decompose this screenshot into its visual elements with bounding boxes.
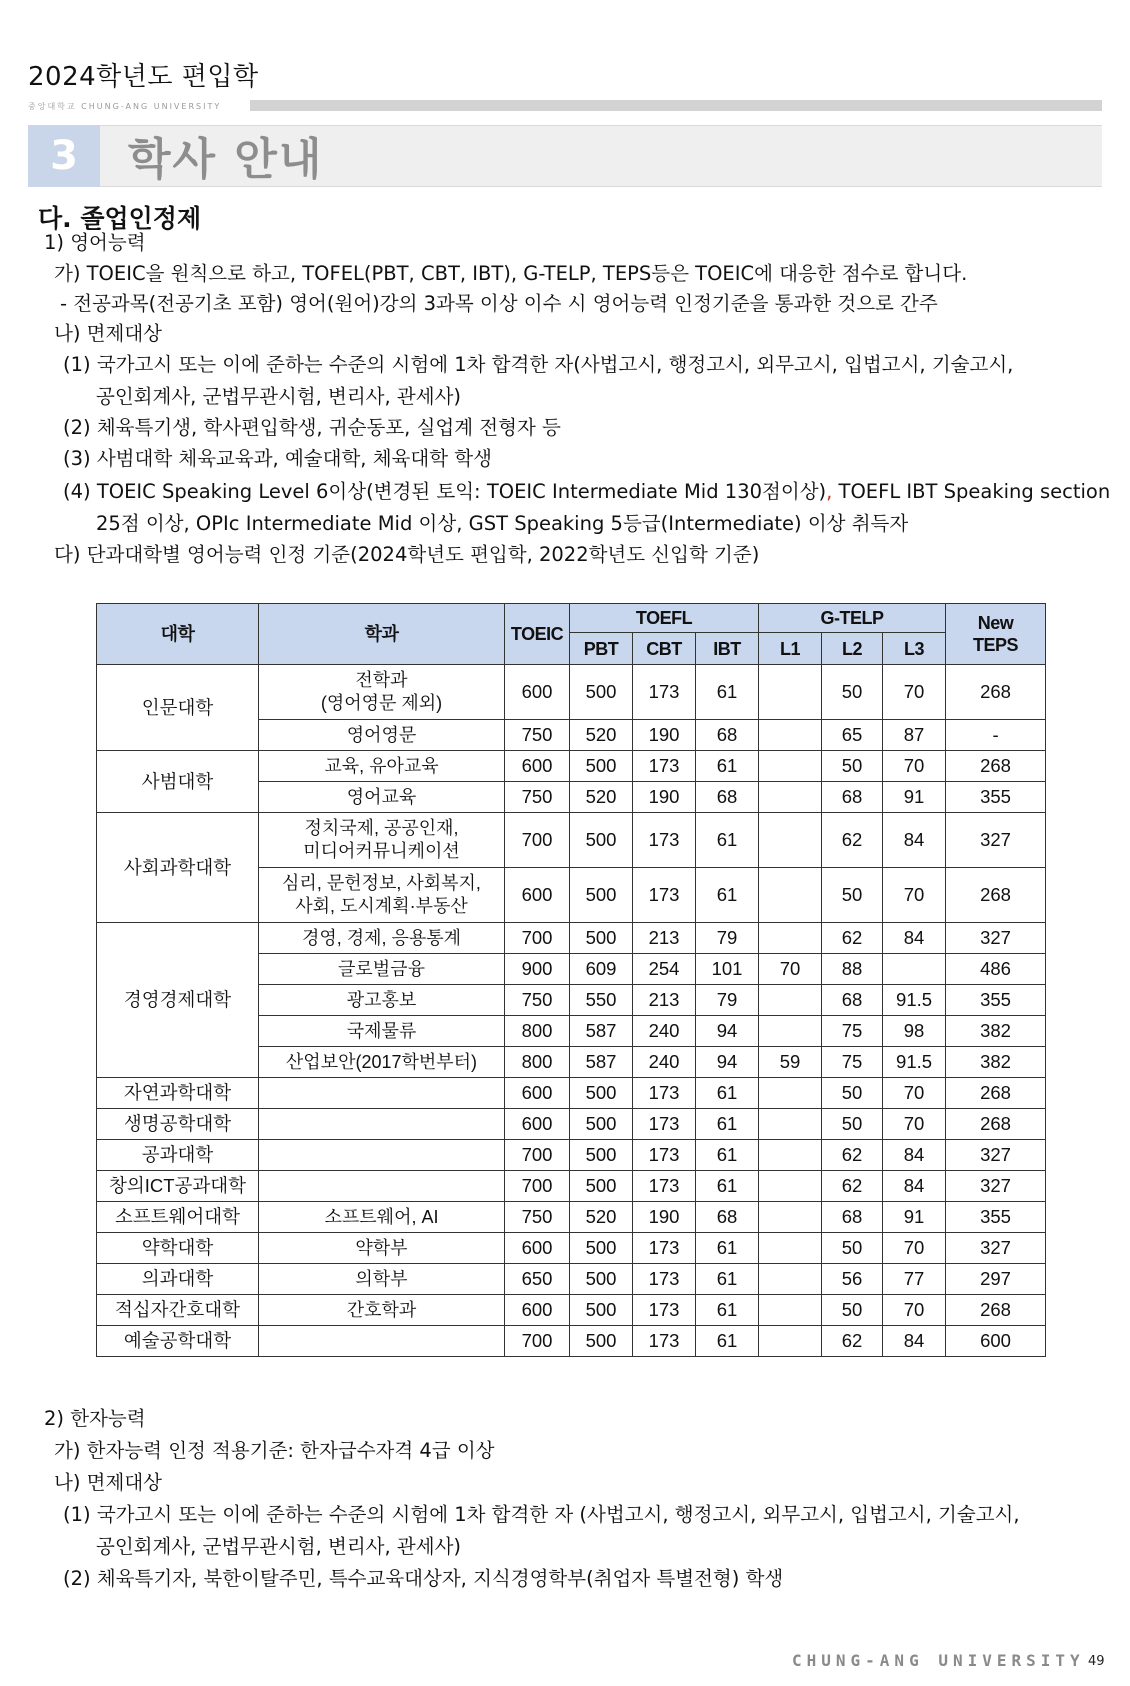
header-college: 대학 — [97, 604, 259, 665]
toeic-cell: 750 — [505, 1202, 570, 1233]
l1-cell — [759, 1109, 822, 1140]
cbt-cell: 213 — [633, 985, 696, 1016]
college-cell: 창의ICT공과대학 — [97, 1171, 259, 1202]
teps-cell: 486 — [946, 954, 1046, 985]
cbt-cell: 173 — [633, 813, 696, 868]
dept-cell — [259, 813, 505, 868]
l1-cell — [759, 1326, 822, 1357]
subsection-heading: 다. 졸업인정제 — [38, 204, 202, 233]
toeic-cell: 600 — [505, 751, 570, 782]
l1-cell — [759, 813, 822, 868]
l2-cell: 75 — [822, 1016, 883, 1047]
ibt-cell: 68 — [696, 1202, 759, 1233]
header-new-teps-line2: TEPS — [973, 635, 1019, 655]
table-row — [97, 1264, 1046, 1295]
l2-cell: 50 — [822, 1233, 883, 1264]
l2-cell: 50 — [822, 1109, 883, 1140]
l3-cell: 70 — [883, 868, 946, 923]
dept-cell — [259, 782, 505, 813]
english-na4-line2: 25점 이상, OPIc Intermediate Mid 이상, GST Speaking 5등급(Intermediate) 이상 취득자 — [96, 512, 909, 535]
pbt-cell: 500 — [570, 751, 633, 782]
cbt-cell: 173 — [633, 1326, 696, 1357]
dept-cell — [259, 1264, 505, 1295]
header-toefl: TOEFL — [570, 604, 759, 633]
l1-cell — [759, 1078, 822, 1109]
dept-line: 전학과 — [355, 670, 408, 690]
toeic-cell: 750 — [505, 782, 570, 813]
header-gtelp: G-TELP — [759, 604, 946, 633]
ibt-cell: 61 — [696, 751, 759, 782]
l1-cell — [759, 1295, 822, 1326]
l2-cell: 50 — [822, 1078, 883, 1109]
pbt-cell: 500 — [570, 1295, 633, 1326]
dept-cell — [259, 751, 505, 782]
college-cell: 사회과학대학 — [97, 813, 259, 923]
table-row — [97, 665, 1046, 720]
toeic-cell: 600 — [505, 1078, 570, 1109]
l1-cell — [759, 1202, 822, 1233]
section-title: 학사 안내 — [128, 134, 324, 185]
cbt-cell: 173 — [633, 1233, 696, 1264]
l2-cell: 62 — [822, 1140, 883, 1171]
college-cell: 경영경제대학 — [97, 923, 259, 1078]
l1-cell — [759, 665, 822, 720]
dept-cell — [259, 923, 505, 954]
dept-line-2: (영어영문 제외) — [320, 693, 443, 713]
l3-cell: 70 — [883, 665, 946, 720]
l2-cell: 62 — [822, 813, 883, 868]
l3-cell: 84 — [883, 1140, 946, 1171]
ibt-cell: 79 — [696, 985, 759, 1016]
l1-cell — [759, 985, 822, 1016]
l1-cell — [759, 782, 822, 813]
english-na2: (2) 체육특기생, 학사편입학생, 귀순동포, 실업계 전형자 등 — [63, 416, 561, 439]
pbt-cell: 587 — [570, 1016, 633, 1047]
toeic-cell: 700 — [505, 1171, 570, 1202]
dept-line: 약학부 — [355, 1237, 408, 1258]
dept-line: 국제물류 — [346, 1020, 417, 1041]
toeic-cell: 600 — [505, 665, 570, 720]
l1-cell — [759, 1140, 822, 1171]
college-cell: 사범대학 — [97, 751, 259, 813]
l3-cell: 91.5 — [883, 985, 946, 1016]
english-na3: (3) 사범대학 체육교육과, 예술대학, 체육대학 학생 — [63, 447, 492, 470]
ibt-cell: 61 — [696, 1326, 759, 1357]
hanja-na1-line1: (1) 국가고시 또는 이에 준하는 수준의 시험에 1차 합격한 자 (사법고시, 행정고시, 외무고시, 입법고시, 기술고시, — [63, 1503, 1020, 1526]
teps-cell: 268 — [946, 665, 1046, 720]
teps-cell: 327 — [946, 923, 1046, 954]
cbt-cell: 254 — [633, 954, 696, 985]
ibt-cell: 61 — [696, 1171, 759, 1202]
teps-cell: 327 — [946, 813, 1046, 868]
l3-cell: 84 — [883, 923, 946, 954]
pbt-cell: 500 — [570, 923, 633, 954]
table-row — [97, 1078, 1046, 1109]
cbt-cell: 190 — [633, 782, 696, 813]
college-cell: 생명공학대학 — [97, 1109, 259, 1140]
l1-cell: 70 — [759, 954, 822, 985]
l1-cell — [759, 868, 822, 923]
l3-cell: 70 — [883, 1109, 946, 1140]
ibt-cell: 61 — [696, 665, 759, 720]
cbt-cell: 190 — [633, 1202, 696, 1233]
english-na: 나) 면제대상 — [54, 322, 162, 345]
l3-cell: 91.5 — [883, 1047, 946, 1078]
header-l2: L2 — [822, 633, 883, 665]
pbt-cell: 609 — [570, 954, 633, 985]
dept-cell — [259, 1295, 505, 1326]
pbt-cell: 520 — [570, 720, 633, 751]
table-row — [97, 1171, 1046, 1202]
cbt-cell: 213 — [633, 923, 696, 954]
college-cell: 공과대학 — [97, 1140, 259, 1171]
cbt-cell: 173 — [633, 868, 696, 923]
dept-cell — [259, 1202, 505, 1233]
l2-cell: 62 — [822, 923, 883, 954]
dept-cell — [259, 1140, 505, 1171]
l3-cell: 98 — [883, 1016, 946, 1047]
l2-cell: 62 — [822, 1326, 883, 1357]
ibt-cell: 61 — [696, 1140, 759, 1171]
toeic-cell: 600 — [505, 1295, 570, 1326]
l2-cell: 50 — [822, 751, 883, 782]
l3-cell: 84 — [883, 1326, 946, 1357]
college-cell: 예술공학대학 — [97, 1326, 259, 1357]
toeic-cell: 600 — [505, 868, 570, 923]
dept-line-2: 사회, 도시계획·부동산 — [295, 896, 468, 916]
dept-cell — [259, 868, 505, 923]
hanja-na1-line2: 공인회계사, 군법무관시험, 변리사, 관세사) — [96, 1535, 462, 1558]
dept-line: 간호학과 — [346, 1299, 417, 1320]
college-cell: 인문대학 — [97, 665, 259, 751]
l3-cell: 84 — [883, 813, 946, 868]
english-na4-comma: , — [826, 480, 833, 503]
teps-cell: 268 — [946, 1295, 1046, 1326]
header-rule — [250, 100, 1102, 111]
table-row — [97, 751, 1046, 782]
college-cell: 소프트웨어대학 — [97, 1202, 259, 1233]
pbt-cell: 520 — [570, 1202, 633, 1233]
ibt-cell: 61 — [696, 1078, 759, 1109]
l3-cell: 70 — [883, 1295, 946, 1326]
cbt-cell: 173 — [633, 665, 696, 720]
english-na4-part2: TOEFL IBT Speaking section — [832, 480, 1111, 503]
dept-line: 글로벌금융 — [338, 958, 425, 979]
table-row — [97, 1202, 1046, 1233]
document-title: 2024학년도 편입학 — [28, 62, 259, 92]
pbt-cell: 500 — [570, 1326, 633, 1357]
dept-line-2: 미디어커뮤니케이션 — [303, 841, 460, 861]
dept-cell — [259, 1171, 505, 1202]
dept-cell — [259, 1326, 505, 1357]
toeic-cell: 700 — [505, 813, 570, 868]
l3-cell: 87 — [883, 720, 946, 751]
hanja-title: 2) 한자능력 — [44, 1407, 146, 1430]
toeic-cell: 650 — [505, 1264, 570, 1295]
l2-cell: 56 — [822, 1264, 883, 1295]
ibt-cell: 68 — [696, 782, 759, 813]
toeic-cell: 700 — [505, 1326, 570, 1357]
toeic-cell: 600 — [505, 1233, 570, 1264]
cbt-cell: 173 — [633, 751, 696, 782]
dept-line: 교육, 유아교육 — [324, 755, 439, 776]
teps-cell: 268 — [946, 868, 1046, 923]
ibt-cell: 61 — [696, 868, 759, 923]
teps-cell: 355 — [946, 1202, 1046, 1233]
pbt-cell: 587 — [570, 1047, 633, 1078]
section-number: 3 — [28, 125, 100, 187]
cbt-cell: 190 — [633, 720, 696, 751]
pbt-cell: 500 — [570, 1233, 633, 1264]
pbt-cell: 500 — [570, 1264, 633, 1295]
ibt-cell: 94 — [696, 1016, 759, 1047]
l1-cell — [759, 720, 822, 751]
dept-cell — [259, 720, 505, 751]
english-ga-note: - 전공과목(전공기초 포함) 영어(원어)강의 3과목 이상 이수 시 영어능력 인정기준을 통과한 것으로 간주 — [60, 292, 938, 315]
hanja-na2: (2) 체육특기자, 북한이탈주민, 특수교육대상자, 지식경영학부(취업자 특별전형) 학생 — [63, 1567, 784, 1590]
college-cell: 적십자간호대학 — [97, 1295, 259, 1326]
table-row — [97, 1109, 1046, 1140]
ibt-cell: 61 — [696, 1264, 759, 1295]
pbt-cell: 500 — [570, 1109, 633, 1140]
college-cell: 약학대학 — [97, 1233, 259, 1264]
toeic-cell: 800 — [505, 1016, 570, 1047]
teps-cell: 355 — [946, 985, 1046, 1016]
l2-cell: 65 — [822, 720, 883, 751]
english-criteria-table — [96, 603, 1046, 1357]
teps-cell: 268 — [946, 1109, 1046, 1140]
l2-cell: 50 — [822, 868, 883, 923]
l2-cell: 75 — [822, 1047, 883, 1078]
l1-cell — [759, 923, 822, 954]
ibt-cell: 94 — [696, 1047, 759, 1078]
l1-cell — [759, 1264, 822, 1295]
teps-cell: 327 — [946, 1171, 1046, 1202]
l1-cell — [759, 1016, 822, 1047]
ibt-cell: 101 — [696, 954, 759, 985]
l2-cell: 50 — [822, 1295, 883, 1326]
pbt-cell: 500 — [570, 665, 633, 720]
l3-cell: 91 — [883, 782, 946, 813]
cbt-cell: 173 — [633, 1078, 696, 1109]
header-cbt: CBT — [633, 633, 696, 665]
l2-cell: 50 — [822, 665, 883, 720]
l1-cell — [759, 1171, 822, 1202]
toeic-cell: 600 — [505, 1109, 570, 1140]
college-cell: 의과대학 — [97, 1264, 259, 1295]
dept-cell — [259, 1016, 505, 1047]
header-toeic: TOEIC — [505, 604, 570, 665]
table-row — [97, 1140, 1046, 1171]
toeic-cell: 700 — [505, 923, 570, 954]
teps-cell: 268 — [946, 1078, 1046, 1109]
ibt-cell: 61 — [696, 1233, 759, 1264]
cbt-cell: 173 — [633, 1295, 696, 1326]
pbt-cell: 500 — [570, 868, 633, 923]
english-da: 다) 단과대학별 영어능력 인정 기준(2024학년도 편입학, 2022학년도 신입학 기준) — [54, 543, 760, 566]
pbt-cell: 500 — [570, 813, 633, 868]
cbt-cell: 173 — [633, 1140, 696, 1171]
dept-cell — [259, 985, 505, 1016]
table-row — [97, 1233, 1046, 1264]
hanja-ga: 가) 한자능력 인정 적용기준: 한자급수자격 4급 이상 — [54, 1439, 495, 1462]
english-na4-part1: (4) TOEIC Speaking Level 6이상(변경된 토익: TOEIC Intermediate Mid 130점이상) — [63, 480, 827, 503]
ibt-cell: 61 — [696, 813, 759, 868]
l3-cell: 70 — [883, 1078, 946, 1109]
table-row — [97, 923, 1046, 954]
dept-line: 의학부 — [355, 1268, 408, 1289]
toeic-cell: 800 — [505, 1047, 570, 1078]
cbt-cell: 240 — [633, 1016, 696, 1047]
footer-brand: CHUNG-ANG UNIVERSITY — [792, 1651, 1085, 1670]
header-dept: 학과 — [259, 604, 505, 665]
header-ibt: IBT — [696, 633, 759, 665]
page-number: 49 — [1088, 1654, 1105, 1669]
dept-cell — [259, 1078, 505, 1109]
cbt-cell: 173 — [633, 1109, 696, 1140]
pbt-cell: 500 — [570, 1140, 633, 1171]
pbt-cell: 550 — [570, 985, 633, 1016]
english-ga: 가) TOEIC을 원칙으로 하고, TOFEL(PBT, CBT, IBT), G-TELP, TEPS등은 TOEIC에 대응한 점수로 합니다. — [54, 262, 968, 285]
teps-cell: 382 — [946, 1016, 1046, 1047]
teps-cell: - — [946, 720, 1046, 751]
header-l1: L1 — [759, 633, 822, 665]
table-row — [97, 1326, 1046, 1357]
pbt-cell: 520 — [570, 782, 633, 813]
college-cell: 자연과학대학 — [97, 1078, 259, 1109]
table-row — [97, 1295, 1046, 1326]
l1-cell: 59 — [759, 1047, 822, 1078]
toeic-cell: 750 — [505, 985, 570, 1016]
cbt-cell: 173 — [633, 1171, 696, 1202]
l3-cell: 91 — [883, 1202, 946, 1233]
toeic-cell: 700 — [505, 1140, 570, 1171]
dept-line: 광고홍보 — [346, 989, 417, 1010]
ibt-cell: 61 — [696, 1109, 759, 1140]
toeic-cell: 750 — [505, 720, 570, 751]
l3-cell: 84 — [883, 1171, 946, 1202]
dept-line: 심리, 문헌정보, 사회복지, — [282, 873, 481, 893]
dept-cell — [259, 1109, 505, 1140]
l3-cell: 70 — [883, 1233, 946, 1264]
dept-line: 경영, 경제, 응용통계 — [301, 927, 462, 948]
l1-cell — [759, 751, 822, 782]
ibt-cell: 79 — [696, 923, 759, 954]
ibt-cell: 68 — [696, 720, 759, 751]
dept-cell — [259, 1047, 505, 1078]
dept-cell — [259, 1233, 505, 1264]
ibt-cell: 61 — [696, 1295, 759, 1326]
pbt-cell: 500 — [570, 1078, 633, 1109]
dept-line: 정치국제, 공공인재, — [304, 818, 459, 838]
table-body — [97, 665, 1046, 1357]
hanja-na: 나) 면제대상 — [54, 1471, 162, 1494]
l2-cell: 68 — [822, 782, 883, 813]
english-na1-line2: 공인회계사, 군법무관시험, 변리사, 관세사) — [96, 385, 462, 408]
pbt-cell: 500 — [570, 1171, 633, 1202]
l3-cell: 70 — [883, 751, 946, 782]
l2-cell: 68 — [822, 985, 883, 1016]
header-new-teps-line1: New — [977, 613, 1014, 633]
cbt-cell: 173 — [633, 1264, 696, 1295]
dept-line: 영어교육 — [346, 786, 417, 807]
english-title: 1) 영어능력 — [44, 231, 146, 254]
l2-cell: 88 — [822, 954, 883, 985]
university-logo-text: 중앙대학교 CHUNG-ANG UNIVERSITY — [28, 102, 222, 111]
teps-cell: 327 — [946, 1140, 1046, 1171]
header-l3: L3 — [883, 633, 946, 665]
l2-cell: 62 — [822, 1171, 883, 1202]
english-na4-line1 — [63, 477, 1110, 507]
l3-cell — [883, 954, 946, 985]
teps-cell: 382 — [946, 1047, 1046, 1078]
dept-line: 소프트웨어, AI — [324, 1206, 439, 1227]
teps-cell: 600 — [946, 1326, 1046, 1357]
l3-cell: 77 — [883, 1264, 946, 1295]
cbt-cell: 240 — [633, 1047, 696, 1078]
teps-cell: 327 — [946, 1233, 1046, 1264]
english-na1-line1: (1) 국가고시 또는 이에 준하는 수준의 시험에 1차 합격한 자(사법고시, 행정고시, 외무고시, 입법고시, 기술고시, — [63, 353, 1014, 376]
teps-cell: 268 — [946, 751, 1046, 782]
dept-line: 산업보안(2017학번부터) — [285, 1051, 478, 1072]
table-row — [97, 813, 1046, 868]
header-pbt: PBT — [570, 633, 633, 665]
l1-cell — [759, 1233, 822, 1264]
l2-cell: 68 — [822, 1202, 883, 1233]
teps-cell: 297 — [946, 1264, 1046, 1295]
toeic-cell: 900 — [505, 954, 570, 985]
header-new-teps — [946, 604, 1046, 665]
dept-line: 영어영문 — [346, 724, 417, 745]
dept-cell — [259, 954, 505, 985]
teps-cell: 355 — [946, 782, 1046, 813]
dept-cell — [259, 665, 505, 720]
